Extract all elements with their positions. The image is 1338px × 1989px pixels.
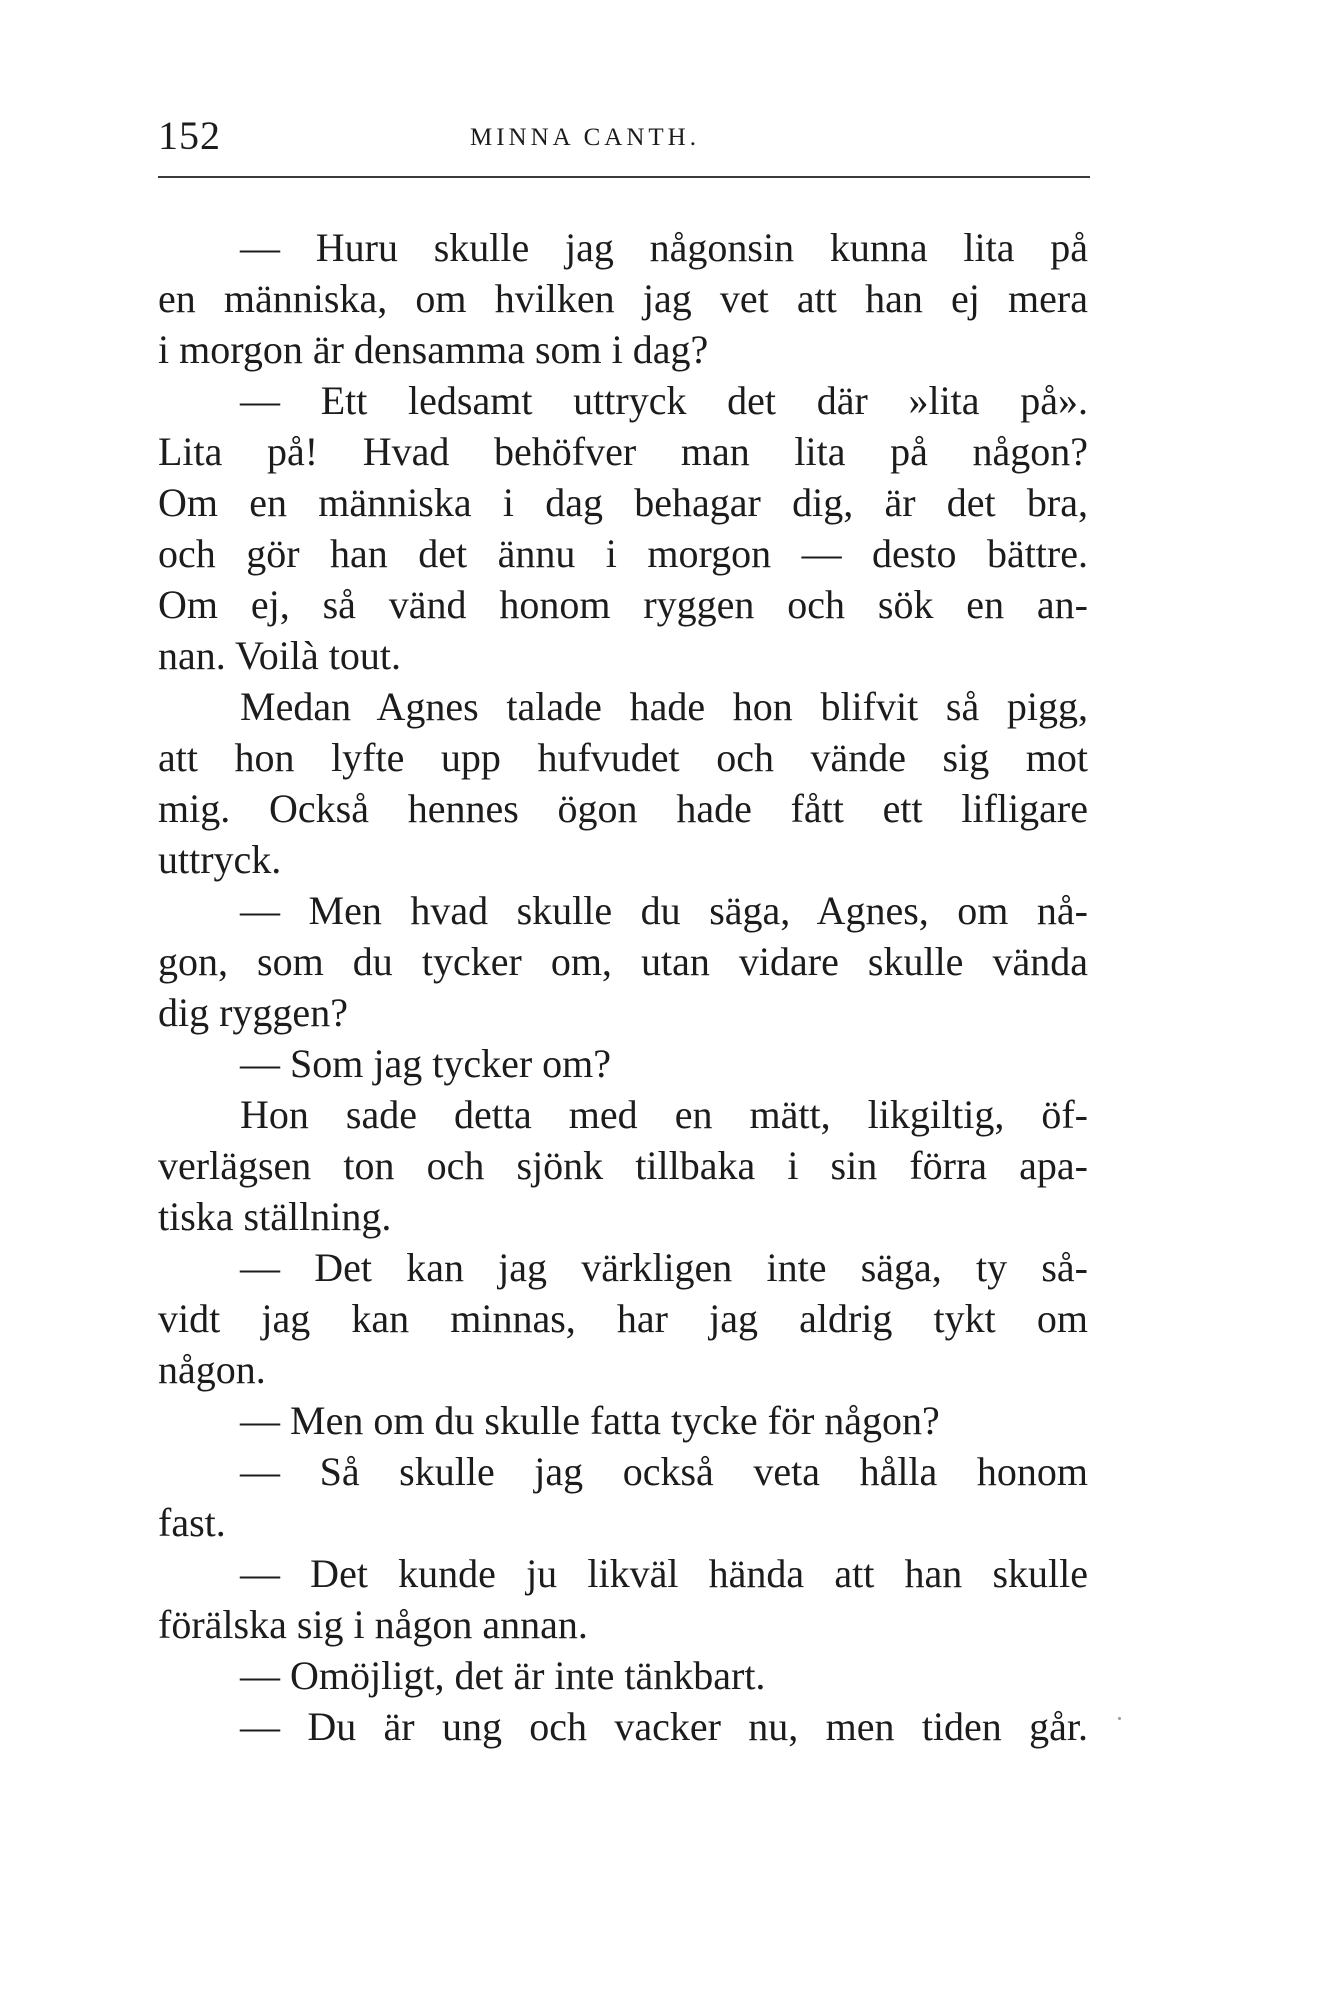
text-line: gon, som du tycker om, utan vidare skulle vända	[158, 939, 1088, 984]
text-line: verlägsen ton och sjönk tillbaka i sin förra apa-	[158, 1143, 1088, 1188]
text-line: uttryck.	[158, 837, 282, 882]
text-line: Lita på! Hvad behöfver man lita på någon?	[158, 429, 1088, 474]
text-line: — Så skulle jag också veta hålla honom	[240, 1449, 1088, 1494]
running-head: MINNA CANTH.	[470, 124, 700, 151]
text-line: att hon lyfte upp hufvudet och vände sig mot	[158, 735, 1088, 780]
text-line: dig ryggen?	[158, 990, 348, 1035]
text-line: Medan Agnes talade hade hon blifvit så pigg,	[240, 684, 1088, 729]
text-line: mig. Också hennes ögon hade fått ett lifligare	[158, 786, 1088, 831]
text-line: Om ej, så vänd honom ryggen och sök en an-	[158, 582, 1088, 627]
header-rule	[158, 176, 1090, 178]
text-line: — Ett ledsamt uttryck det där »lita på».	[240, 378, 1088, 423]
text-line: fast.	[158, 1500, 226, 1545]
text-line: vidt jag kan minnas, har jag aldrig tykt om	[158, 1296, 1088, 1341]
text-line: någon.	[158, 1347, 266, 1392]
page-number: 152	[158, 113, 221, 158]
text-line: — Som jag tycker om?	[240, 1041, 612, 1086]
text-line: Hon sade detta med en mätt, likgiltig, öf-	[240, 1092, 1088, 1137]
paper-speck	[1118, 1717, 1121, 1720]
text-line: och gör han det ännu i morgon — desto bättre.	[158, 531, 1088, 576]
text-line: en människa, om hvilken jag vet att han ej mera	[158, 276, 1088, 321]
text-line: — Men om du skulle fatta tycke för någon?	[240, 1398, 940, 1443]
text-line: — Det kunde ju likväl hända att han skulle	[240, 1551, 1088, 1596]
text-line: — Men hvad skulle du säga, Agnes, om nå-	[240, 888, 1088, 933]
body-text	[158, 222, 1088, 1752]
text-line: — Huru skulle jag någonsin kunna lita på	[240, 225, 1088, 270]
text-line: förälska sig i någon annan.	[158, 1602, 588, 1647]
text-line: tiska ställning.	[158, 1194, 392, 1239]
text-line: — Du är ung och vacker nu, men tiden går.	[240, 1704, 1088, 1749]
text-line: nan. Voilà tout.	[158, 633, 401, 678]
text-line: Om en människa i dag behagar dig, är det bra,	[158, 480, 1088, 525]
text-line: — Det kan jag värkligen inte säga, ty så-	[240, 1245, 1088, 1290]
page-header	[158, 112, 1088, 160]
text-line: — Omöjligt, det är inte tänkbart.	[240, 1653, 766, 1698]
text-line: i morgon är densamma som i dag?	[158, 327, 709, 372]
